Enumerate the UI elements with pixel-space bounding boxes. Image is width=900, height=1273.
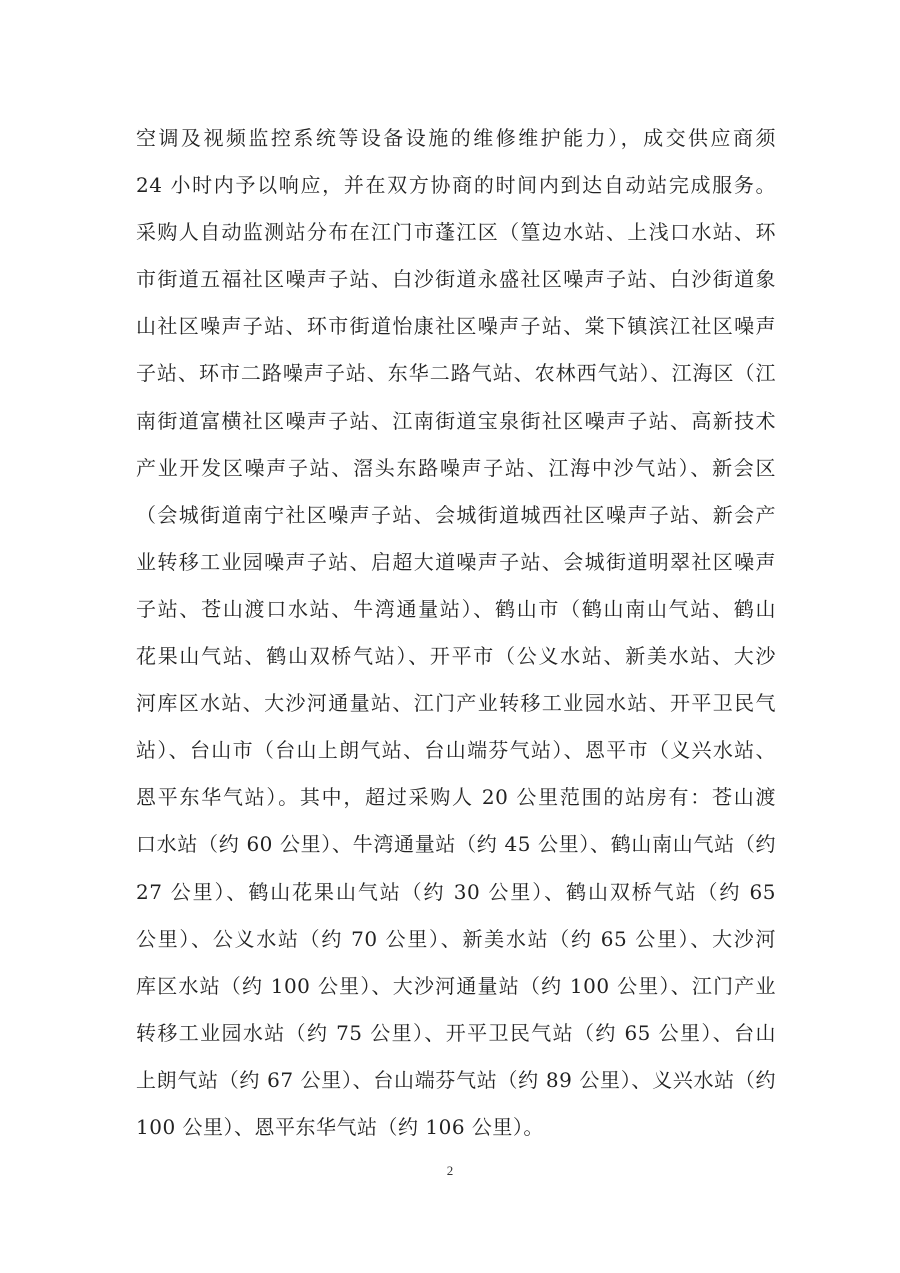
text-line: 子站、苍山渡口水站、牛湾通量站）、鹤山市（鹤山南山气站、鹤山: [136, 596, 776, 621]
text-line: 公里）、公义水站（约 70 公里）、新美水站（约 65 公里）、大沙河: [136, 926, 776, 951]
text-line: 南街道富横社区噪声子站、江南街道宝泉街社区噪声子站、高新技术: [136, 408, 776, 433]
page-number: 2: [446, 1163, 454, 1178]
text-line: 100 公里）、恩平东华气站（约 106 公里）。: [136, 1114, 544, 1139]
text-line: （会城街道南宁社区噪声子站、会城街道城西社区噪声子站、新会产: [136, 502, 776, 527]
text-line: 恩平东华气站）。其中，超过采购人 20 公里范围的站房有：苍山渡: [136, 785, 776, 810]
text-line: 业转移工业园噪声子站、启超大道噪声子站、会城街道明翠社区噪声: [136, 549, 776, 574]
text-line: 市街道五福社区噪声子站、白沙街道永盛社区噪声子站、白沙街道象: [136, 267, 776, 292]
text-line: 子站、环市二路噪声子站、东华二路气站、农林西气站）、江海区（江: [136, 361, 776, 386]
text-line: 河库区水站、大沙河通量站、江门产业转移工业园水站、开平卫民气: [136, 691, 776, 716]
text-line: 产业开发区噪声子站、滘头东路噪声子站、江海中沙气站）、新会区: [136, 455, 776, 480]
text-line: 花果山气站、鹤山双桥气站）、开平市（公义水站、新美水站、大沙: [136, 644, 776, 669]
text-line: 库区水站（约 100 公里）、大沙河通量站（约 100 公里）、江门产业: [136, 973, 776, 998]
text-line: 转移工业园水站（约 75 公里）、开平卫民气站（约 65 公里）、台山: [136, 1020, 776, 1045]
text-line: 空调及视频监控系统等设备设施的维修维护能力），成交供应商须: [136, 126, 776, 150]
text-line: 24 小时内予以响应，并在双方协商的时间内到达自动站完成服务。: [136, 173, 776, 198]
text-line: 采购人自动监测站分布在江门市蓬江区（篁边水站、上浅口水站、环: [136, 220, 776, 245]
text-line: 上朗气站（约 67 公里）、台山端芬气站（约 89 公里）、义兴水站（约: [136, 1067, 776, 1092]
text-line: 27 公里）、鹤山花果山气站（约 30 公里）、鹤山双桥气站（约 65: [136, 879, 776, 904]
text-line: 站）、台山市（台山上朗气站、台山端芬气站）、恩平市（义兴水站、: [136, 738, 776, 763]
text-line: 口水站（约 60 公里）、牛湾通量站（约 45 公里）、鹤山南山气站（约: [136, 832, 776, 857]
text-line: 山社区噪声子站、环市街道怡康社区噪声子站、棠下镇滨江社区噪声: [136, 314, 776, 339]
body-paragraph: [136, 115, 776, 1151]
